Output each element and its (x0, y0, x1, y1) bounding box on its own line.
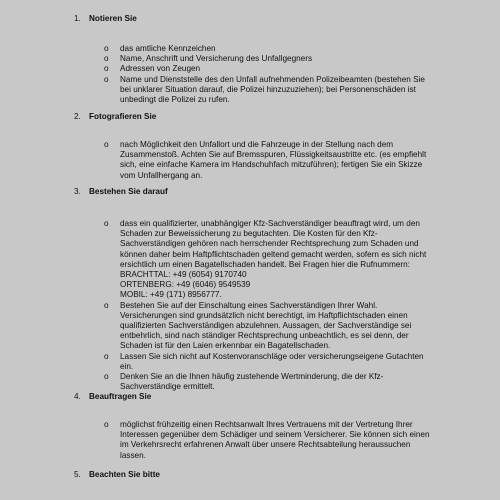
list-item: o Name, Anschrift und Versicherung des Unfallgegners (104, 54, 313, 64)
bullet-circle-icon: o (104, 140, 109, 149)
section-heading (74, 187, 474, 199)
section-4 (74, 392, 474, 460)
bullet-circle-icon: o (104, 351, 109, 361)
bullet-circle-icon: o (104, 219, 109, 228)
section-heading (74, 112, 474, 124)
section-heading (74, 470, 474, 482)
section-number: 3. (74, 187, 81, 196)
bullet-circle-icon: o (104, 54, 109, 64)
list-item: o Adressen von Zeugen (104, 64, 201, 74)
bullet-circle-icon: o (104, 64, 109, 74)
bullet-list (104, 420, 449, 461)
bullet-circle-icon: o (104, 44, 109, 53)
list-item: o Lassen Sie sich nicht auf Kostenvoranschläge oder versicherungseigene Gutachten ein. (104, 351, 424, 371)
list-item: o dass ein qualifizierter, unabhängiger Kfz-Sachverständiger beauftragt wird, um den Schaden zur Beweissicherung zu begutachten. Die Kosten für den Kfz- Sachverständigen gehören nach herrschender Rechtsprechung zum Schaden und können daher beim Haftpflichtschaden geltend gemacht werden, sofern es sich nicht ersichtlich um einen Bagatellschaden handelt. Bei Fragen hier die Rufnummern: BRACHTTAL: +49 (6054) 9170740 ORTENBERG: +49 (6046) 9549539 MOBIL: +49 (171) 8956777. (104, 219, 427, 300)
bullet-list (104, 140, 449, 181)
bullet-list (104, 219, 449, 392)
section-3 (74, 187, 474, 392)
section-heading (74, 14, 474, 26)
section-number: 1. (74, 14, 81, 23)
section-2 (74, 112, 474, 180)
list-item: o möglichst frühzeitig einen Rechtsanwalt Ihres Vertrauens mit der Vertretung Ihrer Interessen gegenüber dem Schädiger und seinem Versicherer. Sie können sich einen im Verkehrsrecht erfahrenen Anwalt über unsere Rechtsabteilung heraussuchen lassen. (104, 420, 430, 460)
section-number: 5. (74, 470, 81, 479)
bullet-circle-icon: o (104, 300, 109, 310)
list-item: o Denken Sie an die Ihnen häufig zustehende Wertminderung, die der Kfz- Sachverständige ermittelt. (104, 372, 384, 392)
section-title: Beauftragen Sie (89, 392, 152, 401)
list-item: o das amtliche Kennzeichen (104, 44, 216, 53)
bullet-circle-icon: o (104, 420, 109, 429)
list-item: o nach Möglichkeit den Unfallort und die Fahrzeuge in der Stellung nach dem Zusammenstoß. Achten Sie auf Bremsspuren, Flüssigkeitsaustritte etc. (es empfiehlt sich, eine einfache Kamera im Handschuhfach mitzuführen); fertigen Sie ein Skizze vom Unfallhergang an. (104, 140, 427, 180)
section-title: Fotografieren Sie (89, 112, 157, 121)
section-title: Bestehen Sie darauf (89, 187, 168, 196)
bullet-circle-icon: o (104, 74, 109, 84)
section-title: Beachten Sie bitte (89, 470, 160, 479)
section-1 (74, 14, 474, 105)
section-number: 4. (74, 392, 81, 401)
bullet-circle-icon: o (104, 372, 109, 382)
section-heading (74, 392, 474, 404)
section-title: Notieren Sie (89, 14, 137, 23)
list-item: o Name und Dienststelle des den Unfall aufnehmenden Polizeibeamten (bestehen Sie bei unklarer Situation darauf, die Polizei hinzuzuziehen); bei Personenschäden ist unbedingt die Polizei zu rufen. (104, 74, 425, 105)
bullet-list (104, 44, 449, 105)
list-item: o Bestehen Sie auf der Einschaltung eines Sachverständigen Ihrer Wahl. Versicherungen sind grundsätzlich nicht berechtigt, im Haftpflichtschaden einen qualifizierten Sachverständigen abzulehnen. Aussagen, der Sachverständige sei entbehrlich, sind nach ständiger Rechtsprechung unbeachtlich, es sei denn, der Schaden ist für den Laien erkennbar ein Bagatellschaden. (104, 300, 412, 351)
section-number: 2. (74, 112, 81, 121)
section-5 (74, 470, 474, 482)
